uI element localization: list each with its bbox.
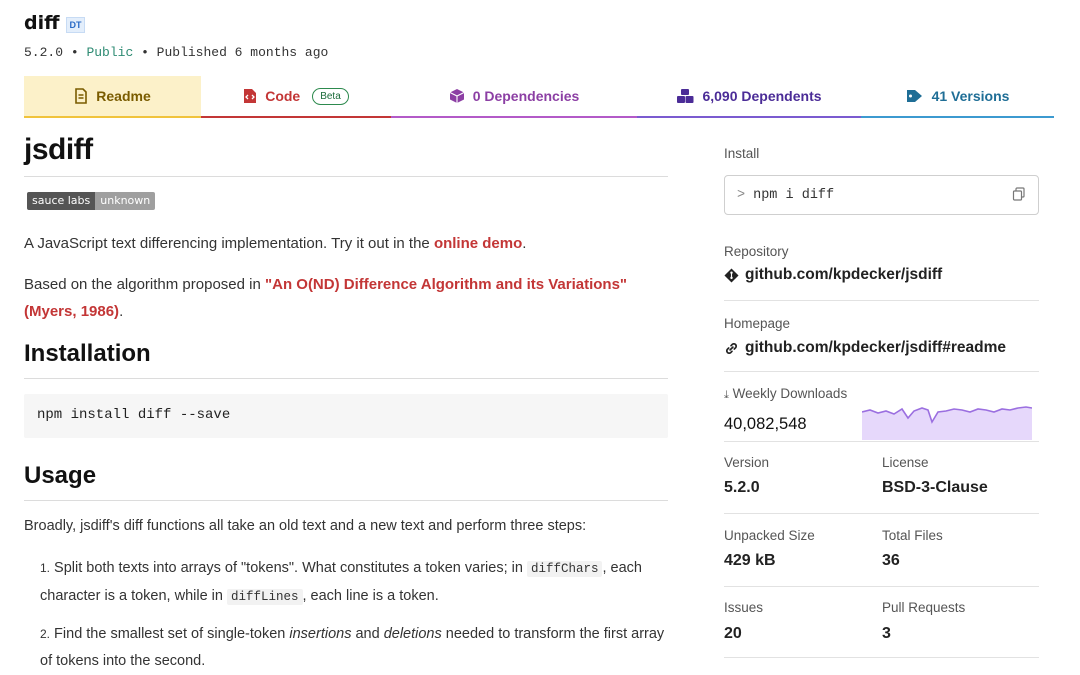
emphasis-text: insertions bbox=[289, 626, 352, 642]
pull-requests-label: Pull Requests bbox=[882, 600, 966, 615]
git-icon bbox=[724, 268, 739, 283]
package-visibility: Public bbox=[86, 45, 134, 60]
package-version: 5.2.0 bbox=[24, 45, 64, 60]
repository-link[interactable] bbox=[724, 266, 942, 284]
license-value: BSD-3-Clause bbox=[882, 479, 988, 496]
divider bbox=[24, 378, 668, 379]
tab-code[interactable] bbox=[201, 76, 391, 118]
downloads-sparkline bbox=[862, 402, 1032, 440]
readme-title: jsdiff bbox=[24, 133, 93, 166]
tab-code-label: Code bbox=[265, 88, 301, 104]
homepage-label: Homepage bbox=[724, 316, 791, 331]
divider bbox=[724, 300, 1039, 301]
tab-readme-label: Readme bbox=[96, 88, 151, 104]
intro-end: . bbox=[522, 235, 527, 252]
tab-dependents-label: 6,090 Dependents bbox=[702, 88, 822, 104]
badge-left: sauce labs bbox=[27, 192, 95, 210]
repository-label: Repository bbox=[724, 244, 789, 259]
emphasis-text: deletions bbox=[383, 626, 442, 642]
version-value: 5.2.0 bbox=[724, 479, 760, 496]
list-number: 2. bbox=[40, 627, 51, 641]
list-text: needed to transform the first array of tokens into the second. bbox=[40, 626, 665, 669]
install-command-box[interactable] bbox=[724, 175, 1039, 215]
install-command: npm i diff bbox=[753, 187, 835, 203]
divider bbox=[724, 586, 1039, 587]
usage-paragraph: Broadly, jsdiff's diff functions all take an old text and a new text and perform three steps: bbox=[24, 518, 587, 534]
prompt-glyph: > bbox=[737, 187, 746, 203]
beta-badge: Beta bbox=[312, 88, 349, 105]
tab-readme[interactable] bbox=[24, 76, 201, 118]
tag-icon bbox=[906, 88, 924, 104]
based-end: . bbox=[119, 303, 124, 320]
package-tabs bbox=[24, 76, 1054, 118]
intro-paragraph bbox=[24, 230, 674, 257]
list-item bbox=[40, 555, 670, 611]
tab-dependencies-label: 0 Dependencies bbox=[472, 88, 580, 104]
box-icon bbox=[449, 88, 465, 104]
inline-code: diffChars bbox=[527, 561, 603, 577]
online-demo-link[interactable]: online demo bbox=[433, 235, 523, 252]
divider bbox=[724, 657, 1039, 658]
unpacked-size-label: Unpacked Size bbox=[724, 528, 815, 543]
boxes-icon bbox=[676, 88, 694, 104]
issues-label: Issues bbox=[724, 600, 764, 615]
installation-heading: Installation bbox=[24, 340, 151, 367]
copy-icon[interactable] bbox=[1012, 187, 1026, 201]
weekly-label-text: Weekly Downloads bbox=[732, 386, 848, 401]
issues-value[interactable]: 20 bbox=[724, 625, 742, 642]
weekly-downloads-label bbox=[724, 386, 847, 402]
package-name: diff bbox=[24, 12, 60, 34]
download-icon: ⤓ bbox=[724, 389, 729, 401]
license-label: License bbox=[882, 455, 929, 470]
divider bbox=[24, 500, 668, 501]
inline-code: diffLines bbox=[227, 589, 303, 605]
package-published: Published 6 months ago bbox=[156, 45, 329, 60]
list-text: Split both texts into arrays of "tokens". What constitutes a token varies; in bbox=[54, 560, 527, 576]
based-paragraph bbox=[24, 271, 674, 325]
divider bbox=[724, 371, 1039, 372]
based-text: Based on the algorithm proposed in bbox=[24, 276, 265, 293]
list-number: 1. bbox=[40, 561, 51, 575]
weekly-downloads-value: 40,082,548 bbox=[724, 415, 807, 433]
meta-separator: • bbox=[141, 45, 157, 60]
file-code-icon bbox=[243, 88, 257, 104]
usage-heading: Usage bbox=[24, 462, 97, 489]
homepage-link[interactable] bbox=[724, 339, 1006, 357]
repository-value: github.com/kpdecker/jsdiff bbox=[745, 266, 943, 283]
package-meta bbox=[24, 45, 328, 60]
total-files-label: Total Files bbox=[882, 528, 943, 543]
list-text: , each character is a token, while in bbox=[40, 560, 642, 604]
tab-versions-label: 41 Versions bbox=[931, 88, 1010, 104]
install-code-block: npm install diff --save bbox=[24, 394, 668, 438]
tab-dependencies[interactable] bbox=[391, 76, 637, 118]
intro-text: A JavaScript text differencing implementation. Try it out in the bbox=[24, 235, 434, 252]
sauce-labs-badge[interactable] bbox=[27, 192, 155, 210]
paper-link[interactable]: "An O(ND) Difference Algorithm and its Variations" (Myers, 1986) bbox=[24, 276, 628, 320]
tab-versions[interactable] bbox=[861, 76, 1054, 118]
tab-dependents[interactable] bbox=[637, 76, 861, 118]
unpacked-size-value: 429 kB bbox=[724, 552, 776, 569]
divider bbox=[24, 176, 668, 177]
homepage-value: github.com/kpdecker/jsdiff#readme bbox=[745, 339, 1006, 356]
version-label: Version bbox=[724, 455, 770, 470]
list-text: , each line is a token. bbox=[302, 588, 439, 604]
list-text: Find the smallest set of single-token bbox=[54, 626, 290, 642]
divider bbox=[724, 513, 1039, 514]
meta-separator: • bbox=[70, 45, 87, 60]
badge-right: unknown bbox=[95, 192, 155, 210]
document-icon bbox=[74, 88, 88, 104]
total-files-value: 36 bbox=[882, 552, 900, 569]
typescript-badge[interactable]: DT bbox=[66, 17, 85, 33]
install-label: Install bbox=[724, 146, 760, 161]
pull-requests-value[interactable]: 3 bbox=[882, 625, 891, 642]
divider bbox=[724, 441, 1039, 442]
link-icon bbox=[724, 341, 739, 356]
list-item bbox=[40, 621, 670, 675]
list-text: and bbox=[351, 626, 384, 642]
